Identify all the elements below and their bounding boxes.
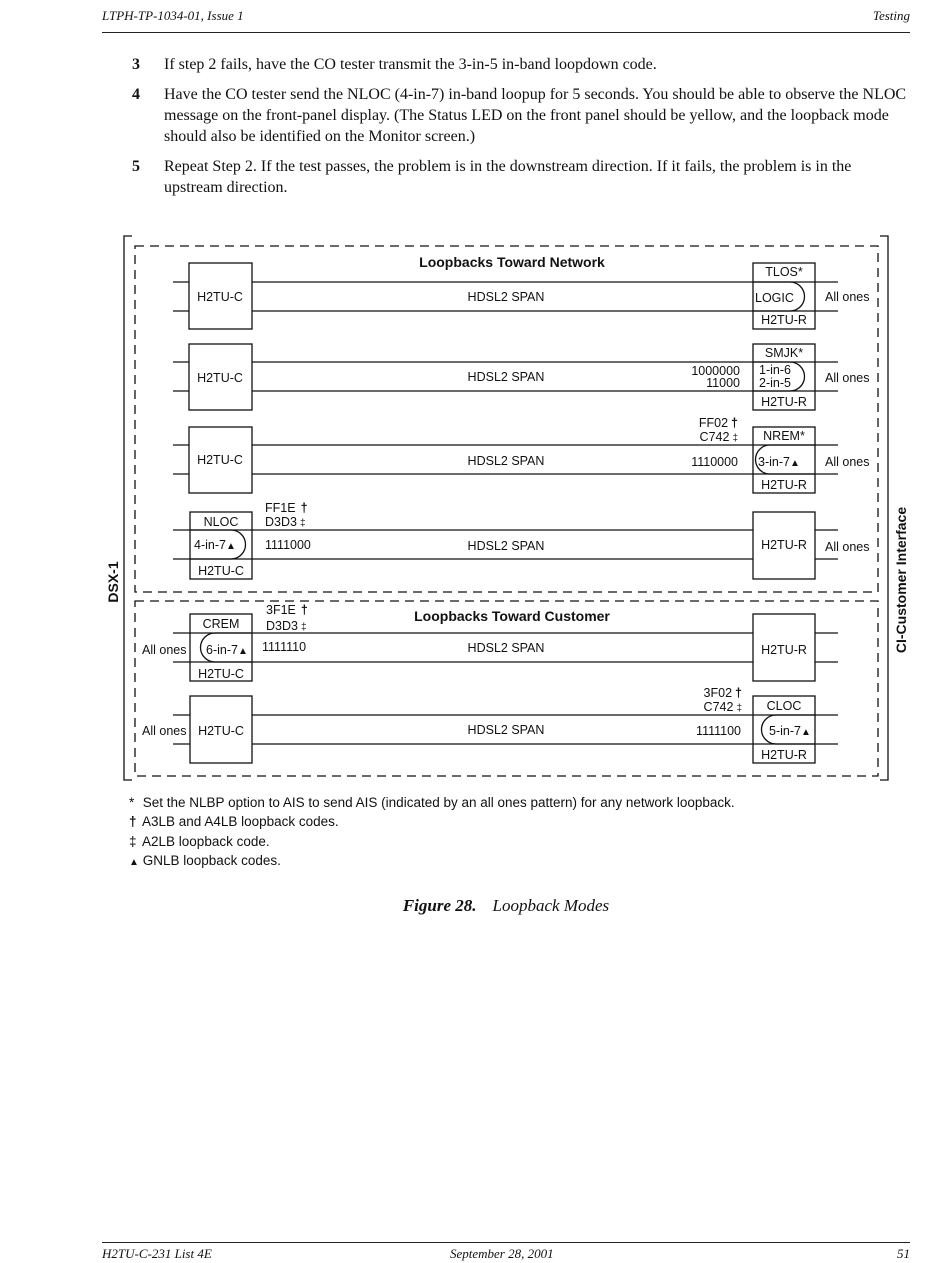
h2tu-c-box-label: H2TU-C [197,290,243,304]
loopback-pattern-label: 4-in-7▲ [194,538,236,552]
hdsl2-span-label: HDSL2 SPAN [467,290,545,304]
customer-group-title: Loopbacks Toward Customer [414,608,610,624]
footnotes [129,793,735,872]
figure-caption [0,896,950,916]
step-text: Repeat Step 2. If the test passes, the problem is in the downstream direction. If it fails, the problem is in the upstream direction. [164,158,852,196]
loopup-code-label: 1111100 [696,724,741,738]
page-number: 51 [897,1246,910,1261]
loopdown-code-label: 11000 [706,376,740,390]
hex-code-label: D3D3 ‡ [266,619,307,633]
all-ones-label: All ones [142,724,187,738]
hdsl2-span-label: HDSL2 SPAN [467,539,545,553]
ddagger-symbol: ‡ [299,518,306,529]
triangle-symbol: ▲ [225,541,236,552]
loopback-logic-label: LOGIC [755,291,794,305]
dagger-symbol: † [731,416,738,430]
all-ones-label: All ones [825,455,870,469]
loopback-mode-label: CREM [202,617,240,631]
h2tu-c-box-label: H2TU-C [197,453,243,467]
footer-date: September 28, 2001 [450,1246,554,1261]
dagger-symbol: † [129,814,137,830]
asterisk-symbol: * [129,795,135,810]
h2tu-r-box-label: H2TU-R [761,643,807,657]
ddagger-symbol: ‡ [129,833,137,849]
hex-code-label: C742 ‡ [699,430,738,444]
hdsl2-span-label: HDSL2 SPAN [467,454,545,468]
h2tu-c-box-label: H2TU-C [198,667,244,681]
all-ones-label: All ones [825,371,870,385]
ddagger-symbol: ‡ [736,703,742,714]
triangle-symbol: ▲ [789,458,800,469]
h2tu-r-box-label: H2TU-R [761,313,807,327]
triangle-symbol: ▲ [237,646,248,657]
running-header-left: LTPH-TP-1034-01, Issue 1 [102,8,244,23]
h2tu-r-box-label: H2TU-R [761,478,807,492]
step-number: 5 [132,158,140,175]
hex-code-label: FF1E † [265,501,308,515]
h2tu-r-box-label: H2TU-R [761,748,807,762]
dagger-symbol: † [735,686,742,700]
loopback-mode-label: SMJK* [764,346,804,360]
loopback-mode-label: TLOS* [765,265,803,279]
running-header-right: Testing [872,8,910,23]
footnote: ▲ GNLB loopback codes. [129,851,735,872]
ddagger-symbol: ‡ [732,433,738,444]
h2tu-r-box-label: H2TU-R [761,395,807,409]
dagger-symbol: † [300,501,308,515]
h2tu-c-box-label: H2TU-C [197,371,243,385]
dagger-symbol: † [300,603,308,617]
hex-code-label: D3D3 ‡ [265,515,306,529]
loopdown-pattern-label: 2-in-5 [759,376,791,390]
loopback-mode-label: NREM* [763,429,805,443]
loopback-pattern-label: 3-in-7▲ [758,455,800,469]
loopback-pattern-label: 5-in-7▲ [769,724,811,738]
loopup-code-label: 1111000 [265,538,311,552]
ddagger-symbol: ‡ [300,622,307,633]
step-number: 3 [132,56,140,73]
footer-rule [102,1242,910,1243]
all-ones-label: All ones [142,643,187,657]
loopup-pattern-label: 1-in-6 [759,363,791,377]
loopup-code-label: 1111110 [262,640,307,654]
triangle-symbol: ▲ [800,727,811,738]
footnote: ‡ A2LB loopback code. [129,832,735,851]
hdsl2-span-label: HDSL2 SPAN [467,723,545,737]
loopback-mode-label: NLOC [203,515,239,529]
step-text: If step 2 fails, have the CO tester transmit the 3-in-5 in-band loopdown code. [164,56,657,73]
hex-code-label: 3F1E † [266,603,308,617]
h2tu-c-box-label: H2TU-C [198,724,244,738]
h2tu-c-box-label: H2TU-C [198,564,244,578]
step-number: 4 [132,86,140,103]
triangle-symbol: ▲ [129,856,139,868]
figure-title: Loopback Modes [492,896,610,915]
figure-number: Figure 28. [402,896,477,915]
loopback-mode-label: CLOC [766,699,802,713]
footnote: † A3LB and A4LB loopback codes. [129,812,735,831]
footer-document-id: H2TU-C-231 List 4E [102,1246,212,1261]
hex-code-label: C742 ‡ [703,700,742,714]
dsx1-label: DSX-1 [105,561,121,603]
loopback-pattern-label: 6-in-7▲ [206,643,248,657]
hdsl2-span-label: HDSL2 SPAN [467,641,545,655]
all-ones-label: All ones [825,540,870,554]
hex-code-label: FF02 † [698,416,738,430]
hex-code-label: 3F02 † [703,686,742,700]
loopup-code-label: 1000000 [691,364,740,378]
h2tu-r-box-label: H2TU-R [761,538,807,552]
customer-interface-label: CI-Customer Interface [893,506,909,654]
loopup-code-label: 1110000 [691,455,738,469]
hdsl2-span-label: HDSL2 SPAN [467,370,545,384]
all-ones-label: All ones [825,290,870,304]
network-group-title: Loopbacks Toward Network [419,254,605,270]
footnote: * Set the NLBP option to AIS to send AIS (indicated by an all ones pattern) for any network loopback. [129,793,735,812]
step-text: Have the CO tester send the NLOC (4-in-7) in-band loopup for 5 seconds. You should be able to observe the NLOC message on the front-panel display. (The Status LED on the front panel should be yellow, and the loopback mode should also be identified on the Monitor screen.) [164,86,907,145]
